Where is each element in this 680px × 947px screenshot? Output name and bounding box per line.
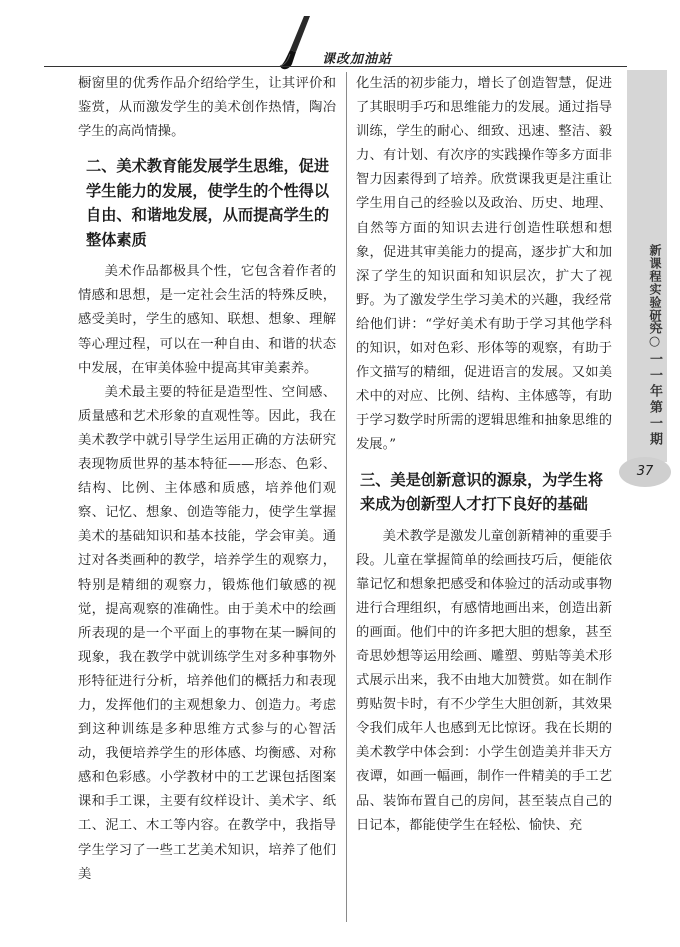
issue-label: 二○一一年第一期 <box>647 318 662 448</box>
left-column <box>78 72 336 887</box>
brush-icon <box>276 14 316 72</box>
paragraph: 美术作品都极具个性，它包含着作者的情感和思想，是一定社会生活的特殊反映，感受美时，学生的感知、联想、想象、理解等心理过程，可以在一种自由、和谐的状态中发展，在审美体验中提高其审美素养。 <box>78 264 336 376</box>
paragraph: 美术最主要的特征是造型性、空间感、质量感和艺术形象的直观性等。因此，我在美术教学中就引导学生运用正确的方法研究表现物质世界的基本特征——形态、色彩、结构、比例、主体感和质感，培养他们观察、记忆、想象、创造等能力，使学生掌握美术的基础知识和基本技能，学会审美。通过对各类画种的教学，培养学生的观察力，特别是精细的观察力，锻炼他们敏感的视觉，提高观察的准确性。由于美术中的绘画所表现的是一个平面上的事物在某一瞬间的现象，我在教学中就训练学生对多种事物外形特征进行分析，培养他们的概括力和表现力，发挥他们的主观想象力、创造力。考虑到这种训练是多种思维方式参与的心智活动，我便培养学生的形体感、均衡感、对称感和色彩感。小学教材中的工艺课包括图案课和手工课，主要有纹样设计、美术字、纸工、泥工、木工等内容。在教学中，我指导学生学习了一些工艺美术知识，培养了他们美 <box>78 384 336 882</box>
right-column <box>356 72 612 838</box>
paragraph: 化生活的初步能力，增长了创造智慧，促进了其眼明手巧和思维能力的发展。通过指导训练，学生的耐心、细致、迅速、整洁、毅力、有计划、有次序的实践操作等多方面非智力因素得到了培养。欣赏课我更是注重让学生用自己的经验以及政治、历史、地理、自然等方面的知识去进行创造性联想和想象，促进其审美能力的提高，逐步扩大和加深了学生的知识面和知识层次，扩大了视野。为了激发学生学习美术的兴趣，我经常给他们讲：“学好美术有助于学习其他学科的知识，如对色彩、形体等的观察，有助于作文描写的精细，促进语言的发展。又如美术中的对应、比例、结构、主体感等，有助于学习数学时所需的逻辑思维和抽象思维的发展。” <box>356 76 612 453</box>
page-number: 37 <box>619 457 671 487</box>
column-divider <box>346 72 347 922</box>
section-title: 课改加油站 <box>322 52 393 67</box>
paragraph: 橱窗里的优秀作品介绍给学生，让其评价和鉴赏，从而激发学生的美术创作热情，陶冶学生的高尚情操。 <box>78 76 336 140</box>
page-header <box>0 0 680 72</box>
section-heading-2: 二、美术教育能发展学生思维，促进学生能力的发展，使学生的个性得以自由、和谐地发展，从而提高学生的整体素质 <box>86 157 329 249</box>
journal-name: 新课程实验研究 <box>648 244 662 335</box>
header-rule <box>44 66 627 67</box>
section-heading-3: 三、美是创新意识的源泉，为学生将来成为创新型人才打下良好的基础 <box>360 470 603 513</box>
paragraph: 美术教学是激发儿童创新精神的重要手段。儿童在掌握简单的绘画技巧后，便能依靠记忆和想象把感受和体验过的活动或事物进行合理组织，有感情地画出来，创造出新的画面。他们中的许多把大胆的想象，甚至奇思妙想等运用绘画、雕塑、剪贴等美术形式展示出来，我不由地大加赞赏。如在制作剪贴贺卡时，有不少学生大胆创新，其效果令我们成年人也感到无比惊讶。我在长期的美术教学中体会到：小学生创造美并非天方夜谭，如画一幅画，制作一件精美的手工艺品、装饰布置自己的房间，甚至装点自己的日记本，都能使学生在轻松、愉快、充 <box>356 528 612 833</box>
